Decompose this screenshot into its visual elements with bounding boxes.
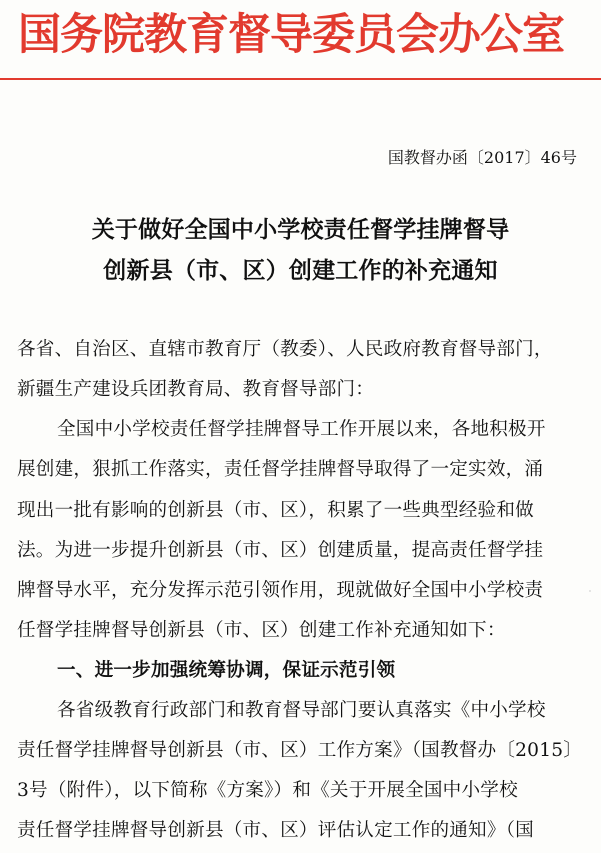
body-line-3: 全国中小学校责任督学挂牌督导工作开展以来，各地积极开 bbox=[57, 419, 546, 440]
red-header-rule bbox=[0, 78, 601, 80]
body-line-8: 任督学挂牌督导创新县（市、区）创建工作补充通知如下： bbox=[17, 620, 506, 641]
body-line-11: 责任督学挂牌督导创新县（市、区）工作方案》（国教督办〔2015〕 bbox=[17, 740, 583, 761]
body-line-2: 新疆生产建设兵团教育局、教育督导部门： bbox=[17, 379, 375, 400]
issuer-header: 国务院教育督导委员会办公室 bbox=[18, 10, 564, 60]
section-heading-1: 一、进一步加强统筹协调，保证示范引领 bbox=[57, 660, 396, 681]
scan-speck bbox=[589, 590, 591, 592]
body-line-5: 现出一批有影响的创新县（市、区），积累了一些典型经验和做 bbox=[17, 500, 534, 521]
body-line-13: 责任督学挂牌督导创新县（市、区）评估认定工作的通知》（国 bbox=[17, 820, 534, 841]
body-line-1: 各省、自治区、直辖市教育厅（教委）、人民政府教育督导部门， bbox=[17, 339, 553, 360]
body-line-6: 法。为进一步提升创新县（市、区）创建质量，提高责任督学挂 bbox=[17, 540, 544, 561]
body-line-4: 展创建，狠抓工作落实，责任督学挂牌督导取得了一定实效，涌 bbox=[17, 459, 544, 480]
document-number: 国教督办函〔2017〕46号 bbox=[387, 148, 577, 167]
document-title-line-2: 创新县（市、区）创建工作的补充通知 bbox=[103, 257, 498, 284]
body-line-7: 牌督导水平，充分发挥示范引领作用，现就做好全国中小学校责 bbox=[17, 580, 544, 601]
document-title-line-1: 关于做好全国中小学校责任督学挂牌督导 bbox=[91, 216, 510, 243]
body-line-12: 3号（附件），以下简称《方案》）和《关于开展全国中小学校 bbox=[17, 780, 518, 801]
body-line-10: 各省级教育行政部门和教育督导部门要认真落实《中小学校 bbox=[57, 700, 546, 721]
